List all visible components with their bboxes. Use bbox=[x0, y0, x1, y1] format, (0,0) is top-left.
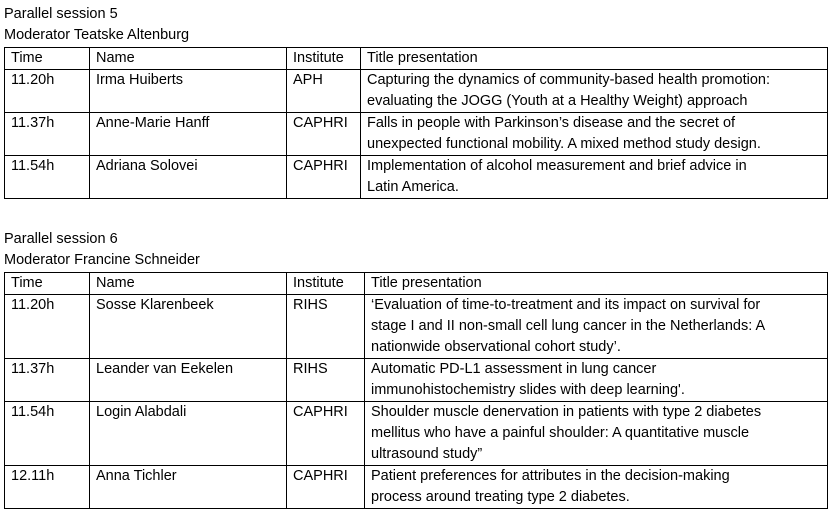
title-line: Falls in people with Parkinson’s disease and the secret of bbox=[367, 115, 736, 131]
name-text: Adriana Solovei bbox=[96, 158, 198, 174]
schedule-table bbox=[4, 272, 828, 509]
table-header-row bbox=[5, 48, 828, 70]
column-header-label: Institute bbox=[293, 275, 344, 291]
time-cell bbox=[5, 359, 90, 402]
column-header bbox=[365, 273, 828, 295]
time-cell bbox=[5, 402, 90, 466]
title-cell bbox=[365, 359, 828, 402]
time-text: 11.20h bbox=[11, 297, 55, 313]
session-6 bbox=[4, 229, 828, 509]
table-row bbox=[5, 113, 828, 156]
institute-text: CAPHRI bbox=[293, 158, 348, 174]
name-cell bbox=[90, 156, 287, 199]
title-line: Implementation of alcohol measurement and brief advice in bbox=[367, 158, 747, 174]
title-cell bbox=[361, 70, 828, 113]
table-row bbox=[5, 70, 828, 113]
institute-text: CAPHRI bbox=[293, 115, 348, 131]
column-header-label: Title presentation bbox=[367, 50, 478, 66]
session-title: Parallel session 5 bbox=[4, 6, 118, 22]
institute-cell bbox=[287, 113, 361, 156]
schedule-table bbox=[4, 47, 828, 199]
title-line: ultrasound study” bbox=[371, 446, 483, 462]
session-moderator: Moderator Francine Schneider bbox=[4, 252, 200, 268]
column-header bbox=[90, 48, 287, 70]
time-text: 11.54h bbox=[11, 158, 55, 174]
name-text: Anna Tichler bbox=[96, 468, 177, 484]
name-cell bbox=[90, 359, 287, 402]
name-cell bbox=[90, 295, 287, 359]
time-cell bbox=[5, 156, 90, 199]
column-header bbox=[287, 273, 365, 295]
column-header-label: Time bbox=[11, 275, 43, 291]
name-cell bbox=[90, 402, 287, 466]
table-header-row bbox=[5, 273, 828, 295]
title-line: Latin America. bbox=[367, 179, 459, 195]
table-row bbox=[5, 156, 828, 199]
title-line: Capturing the dynamics of community-based health promotion: bbox=[367, 72, 770, 88]
session-5 bbox=[4, 4, 828, 199]
time-text: 11.20h bbox=[11, 72, 55, 88]
title-line: Patient preferences for attributes in the decision-making bbox=[371, 468, 730, 484]
name-cell bbox=[90, 466, 287, 509]
title-cell bbox=[365, 466, 828, 509]
institute-cell bbox=[287, 402, 365, 466]
session-moderator: Moderator Teatske Altenburg bbox=[4, 27, 190, 43]
title-cell bbox=[361, 113, 828, 156]
table-row bbox=[5, 295, 828, 359]
time-text: 11.37h bbox=[11, 115, 55, 131]
title-cell bbox=[365, 295, 828, 359]
title-line: process around treating type 2 diabetes. bbox=[371, 489, 630, 505]
institute-text: RIHS bbox=[293, 297, 328, 313]
time-text: 11.37h bbox=[11, 361, 55, 377]
title-line: immunohistochemistry slides with deep learning'. bbox=[371, 382, 685, 398]
institute-cell bbox=[287, 156, 361, 199]
time-cell bbox=[5, 466, 90, 509]
title-line: nationwide observational cohort study’. bbox=[371, 339, 621, 355]
name-text: Anne-Marie Hanff bbox=[96, 115, 210, 131]
time-cell bbox=[5, 113, 90, 156]
title-cell bbox=[365, 402, 828, 466]
title-line: stage I and II non-small cell lung cancer in the Netherlands: A bbox=[371, 318, 766, 334]
time-cell bbox=[5, 70, 90, 113]
table-row bbox=[5, 466, 828, 509]
title-line: mellitus who have a painful shoulder: A quantitative muscle bbox=[371, 425, 750, 441]
column-header bbox=[361, 48, 828, 70]
column-header bbox=[90, 273, 287, 295]
column-header-label: Title presentation bbox=[371, 275, 482, 291]
institute-text: CAPHRI bbox=[293, 468, 348, 484]
table-row bbox=[5, 359, 828, 402]
column-header-label: Name bbox=[96, 50, 135, 66]
column-header bbox=[5, 48, 90, 70]
name-text: Irma Huiberts bbox=[96, 72, 184, 88]
session-title: Parallel session 6 bbox=[4, 231, 118, 247]
name-cell bbox=[90, 70, 287, 113]
name-text: Login Alabdali bbox=[96, 404, 187, 420]
title-line: Shoulder muscle denervation in patients with type 2 diabetes bbox=[371, 404, 762, 420]
time-text: 12.11h bbox=[11, 468, 55, 484]
column-header-label: Name bbox=[96, 275, 135, 291]
name-text: Sosse Klarenbeek bbox=[96, 297, 214, 313]
institute-cell bbox=[287, 466, 365, 509]
title-line: ‘Evaluation of time-to-treatment and its impact on survival for bbox=[371, 297, 761, 313]
institute-cell bbox=[287, 295, 365, 359]
institute-cell bbox=[287, 70, 361, 113]
title-line: evaluating the JOGG (Youth at a Healthy Weight) approach bbox=[367, 93, 748, 109]
institute-text: APH bbox=[293, 72, 323, 88]
column-header bbox=[287, 48, 361, 70]
column-header-label: Institute bbox=[293, 50, 344, 66]
column-header-label: Time bbox=[11, 50, 43, 66]
title-cell bbox=[361, 156, 828, 199]
name-text: Leander van Eekelen bbox=[96, 361, 234, 377]
institute-text: CAPHRI bbox=[293, 404, 348, 420]
institute-text: RIHS bbox=[293, 361, 328, 377]
title-line: unexpected functional mobility. A mixed method study design. bbox=[367, 136, 761, 152]
table-row bbox=[5, 402, 828, 466]
column-header bbox=[5, 273, 90, 295]
time-cell bbox=[5, 295, 90, 359]
institute-cell bbox=[287, 359, 365, 402]
time-text: 11.54h bbox=[11, 404, 55, 420]
name-cell bbox=[90, 113, 287, 156]
title-line: Automatic PD-L1 assessment in lung cancer bbox=[371, 361, 657, 377]
